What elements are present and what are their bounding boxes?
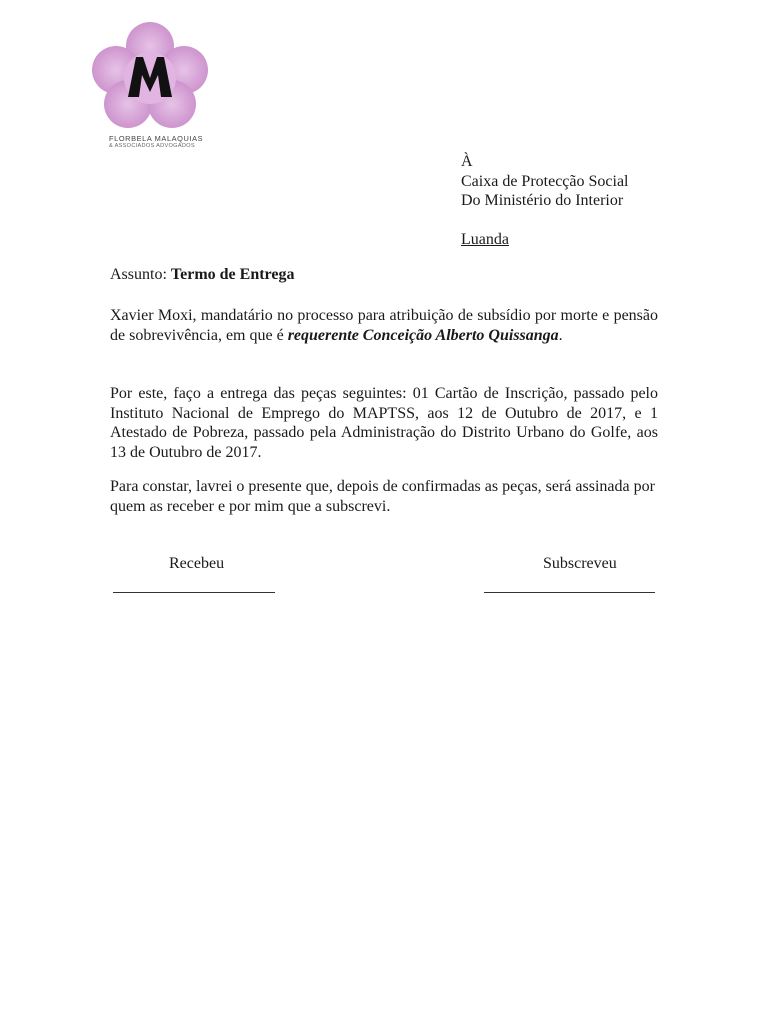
logo-name: FLORBELA MALAQUIAS <box>109 134 204 143</box>
signature-label-received: Recebeu <box>169 555 225 572</box>
address-line-3: Do Ministério do Interior <box>461 192 624 209</box>
address-line-2: Caixa de Protecção Social <box>461 172 629 190</box>
address-city: Luanda <box>461 230 509 248</box>
address-line-1: À <box>461 153 473 170</box>
paragraph-1-text: Xavier Moxi, mandatário no processo para atribuição de subsídio por morte e pensão de sobrevivência, em que é <box>110 307 658 344</box>
paragraph-3: Para constar, lavrei o presente que, depois de confirmadas as peças, será assinada por quem as receber e por mim que a subscrevi. <box>110 478 655 515</box>
logo-subtitle: & ASSOCIADOS ADVOGADOS <box>109 143 195 149</box>
signature-label-subscribed: Subscreveu <box>543 555 617 572</box>
paragraph-1 <box>110 306 658 345</box>
subject-value: Termo de Entrega <box>170 266 295 283</box>
recipient-address <box>461 152 629 249</box>
signature-line-received <box>113 592 275 593</box>
paragraph-1-emphasis: requerente Conceição Alberto Quissanga <box>287 326 559 344</box>
subject-line <box>110 266 294 284</box>
firm-logo <box>88 20 212 154</box>
subject-label: Assunto: <box>110 266 167 283</box>
flower-logo-icon <box>88 20 212 132</box>
signature-line-subscribed <box>484 592 655 593</box>
paragraph-2: Por este, faço a entrega das peças seguintes: 01 Cartão de Inscrição, passado pelo Instituto Nacional de Emprego do MAPTSS, aos 12 de Outubro de 2017, e 1 Atestado de Pobreza, passado pela Administração do Distrito Urbano do Golfe, aos 13 de Outubro de 2017. <box>110 385 658 461</box>
paragraph-1-end: . <box>558 326 563 344</box>
